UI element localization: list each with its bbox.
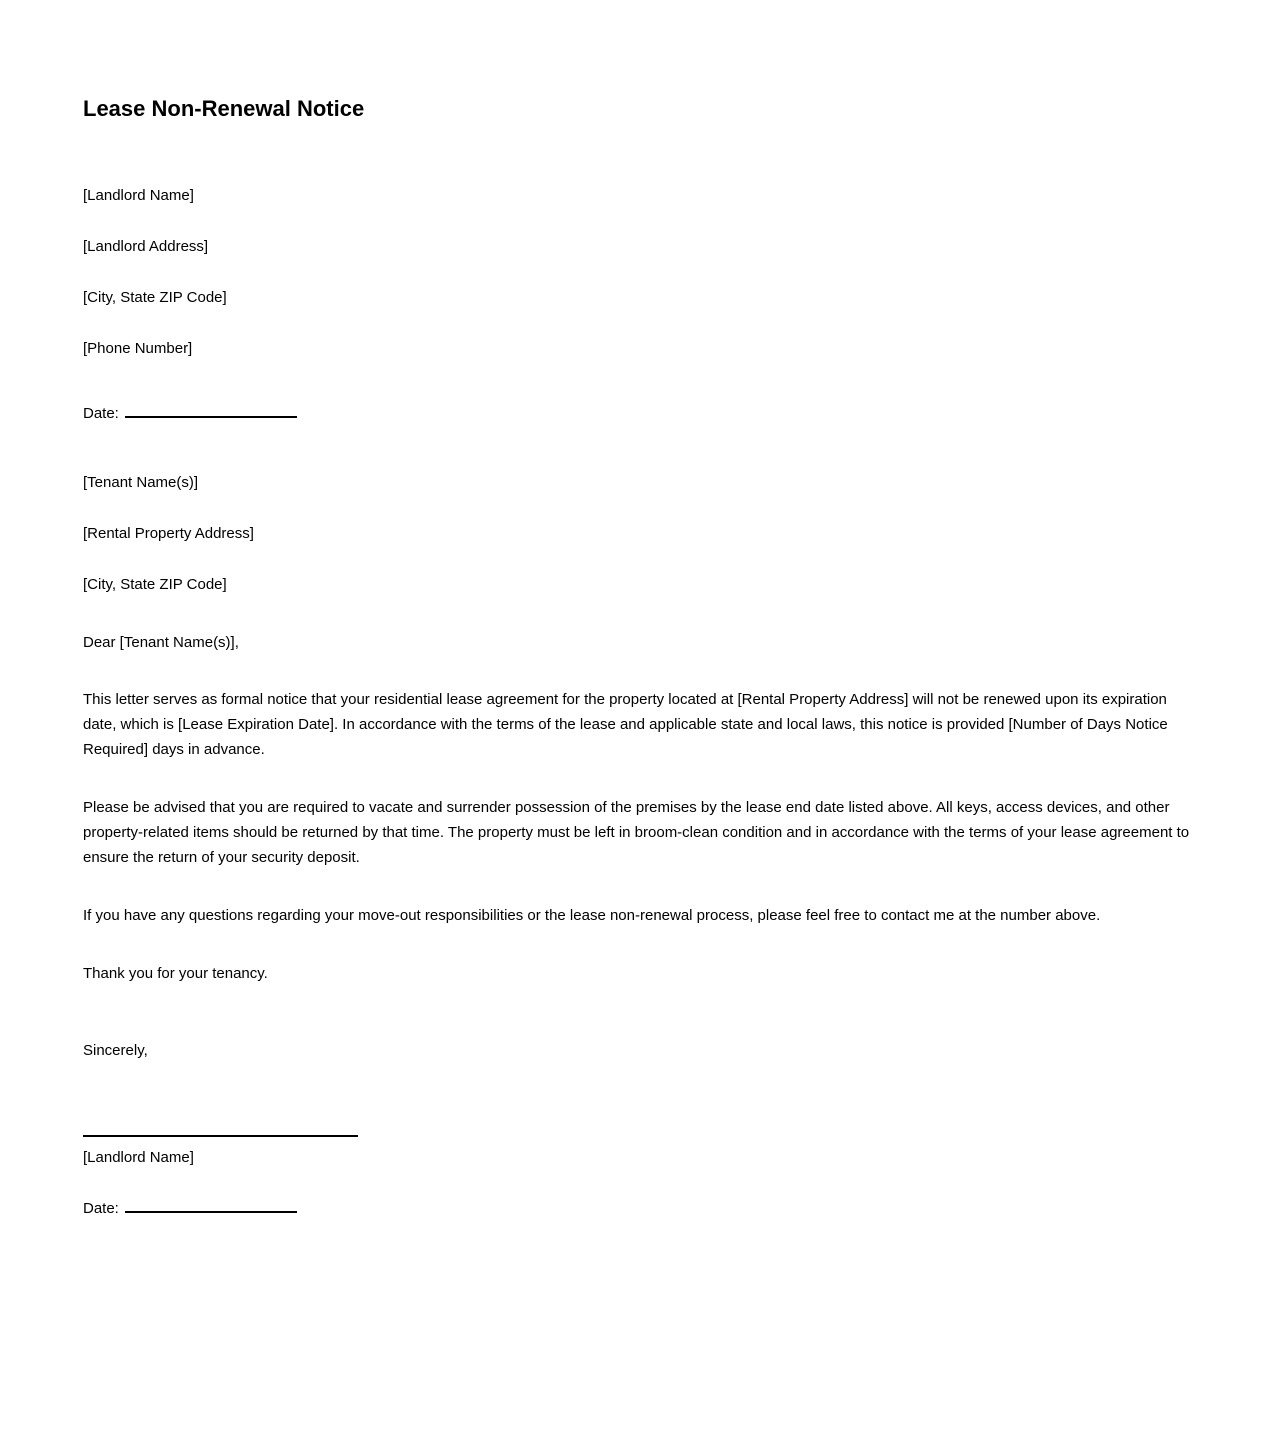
date-label: Date: xyxy=(83,405,119,422)
rental-property-address: [Rental Property Address] xyxy=(83,525,254,542)
paragraph-questions: If you have any questions regarding your move-out responsibilities or the lease non-renewal process, please feel free to contact me at the number above. xyxy=(83,907,1101,924)
salutation: Dear [Tenant Name(s)], xyxy=(83,634,239,651)
paragraph-notice: This letter serves as formal notice that your residential lease agreement for the property located at [Rental Property Address] will not be renewed upon its expiration date, which is [Lease Expiration Date]. In accordance with the terms of the lease and applicable state and local laws, this notice is provided [Number of Days Notice Required] days in advance. xyxy=(83,691,1168,758)
tenant-name: [Tenant Name(s)] xyxy=(83,474,199,491)
date-blank-line xyxy=(125,403,297,418)
landlord-phone: [Phone Number] xyxy=(83,340,193,357)
landlord-address-block xyxy=(83,184,1195,360)
signature-landlord-name: [Landlord Name] xyxy=(83,1149,194,1166)
paragraph-vacate: Please be advised that you are required to vacate and surrender possession of the premises by the lease end date listed above. All keys, access devices, and other property-related items should be returned by that time. The property must be left in broom-clean condition and in accordance with the terms of your lease agreement to ensure the return of your security deposit. xyxy=(83,799,1190,866)
landlord-address: [Landlord Address] xyxy=(83,238,209,255)
paragraph-thanks: Thank you for your tenancy. xyxy=(83,965,268,982)
landlord-name: [Landlord Name] xyxy=(83,187,194,204)
tenant-address-block xyxy=(83,471,1195,596)
signature-date-row xyxy=(83,1197,1195,1220)
landlord-city-state-zip: [City, State ZIP Code] xyxy=(83,289,227,306)
tenant-city-state-zip: [City, State ZIP Code] xyxy=(83,576,227,593)
signature-date-blank-line xyxy=(125,1198,297,1213)
signature-blank-line xyxy=(83,1135,358,1137)
document-title: Lease Non-Renewal Notice xyxy=(83,96,365,121)
date-row xyxy=(83,402,1195,425)
signature-date-label: Date: xyxy=(83,1200,119,1217)
closing: Sincerely, xyxy=(83,1042,148,1059)
